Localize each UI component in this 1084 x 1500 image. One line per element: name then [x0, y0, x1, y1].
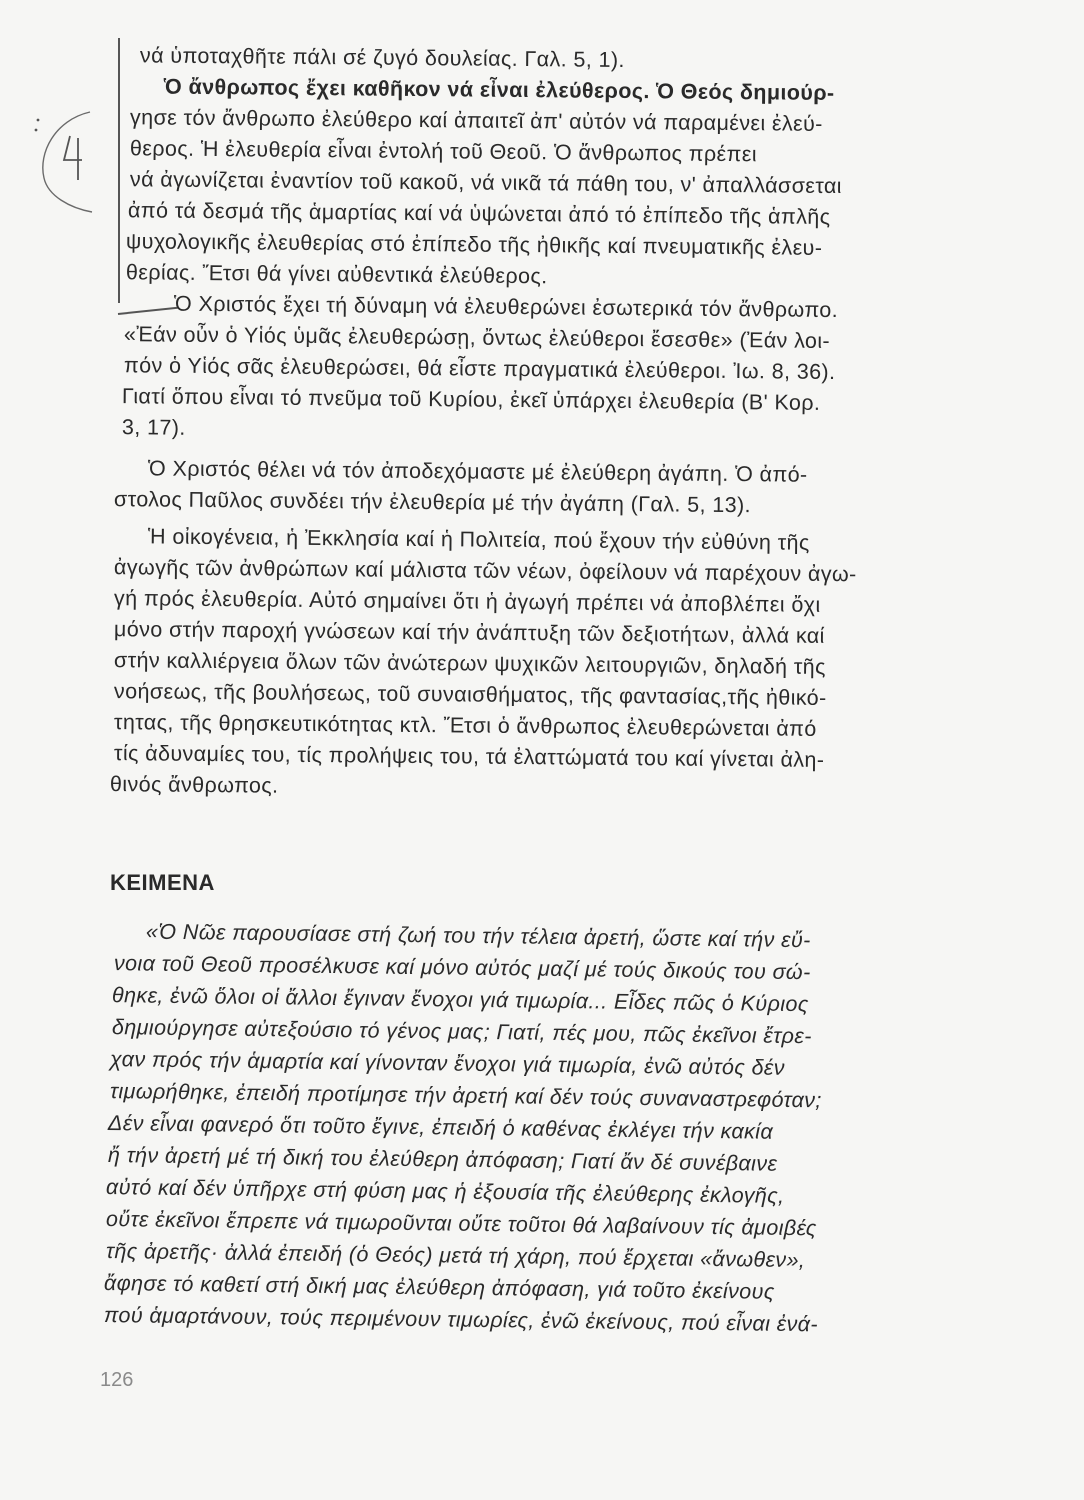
- quote-line: δημιούργησε αὐτεξούσιο τό γένος μας; Γιατί, πές μου, πῶς ἐκεῖνοι ἔτρε-: [111, 1015, 812, 1049]
- quote-line: ἤ τήν ἀρετή μέ τή δική του ἐλεύθερη ἀπόφαση; Γιατί ἄν δέ συνέβαινε: [107, 1143, 778, 1176]
- quote-line: θηκε, ἐνῶ ὅλοι οἱ ἄλλοι ἔγιναν ἔνοχοι γιά τιμωρία... Εἶδες πῶς ὁ Κύριος: [111, 983, 809, 1017]
- text-line: 3, 17).: [121, 415, 186, 440]
- text-line: τητας, τῆς θρησκευτικότητας κτλ. Ἔτσι ὁ ἄνθρωπος ἐλευθερώνεται ἀπό: [113, 710, 817, 741]
- quote-line: νοια τοῦ Θεοῦ προσέλκυσε καί μόνο αὐτός μαζί μέ τούς δικούς του σώ-: [113, 951, 811, 985]
- text-line: πόν ὁ Υἱός σᾶς ἐλευθερώσει, θά εἶστε πραγματικά ἐλεύθεροι. Ἰω. 8, 36).: [123, 353, 836, 385]
- text-line: Ὁ Χριστός ἔχει τή δύναμη νά ἐλευθερώνει ἐσωτερικά τόν ἄνθρωπο.: [173, 291, 839, 323]
- text-line: νοήσεως, τῆς βουλήσεως, τοῦ συναισθήματος, τῆς φαντασίας,τῆς ἠθικό-: [113, 679, 827, 710]
- quote-line: τῆς ἀρετῆς· ἀλλά ἐπειδή (ὁ Θεός) μετά τή χάρη, πού ἔρχεται «ἄνωθεν»,: [105, 1239, 806, 1273]
- text-line: στήν καλλιέργεια ὅλων τῶν ἀνώτερων ψυχικῶν λειτουργιῶν, δηλαδή τῆς: [113, 648, 826, 679]
- text-line: νά ὑποταχθῆτε πάλι σέ ζυγό δουλείας. Γαλ. 5, 1).: [139, 43, 625, 72]
- text-line: Γιατί ὅπου εἶναι τό πνεῦμα τοῦ Κυρίου, ἐκεῖ ὑπάρχει ἐλευθερία (Β' Κορ.: [121, 384, 821, 415]
- text-line: ψυχολογικῆς ἐλευθερίας στό ἐπίπεδο τῆς ἠθικῆς καί πνευματικῆς ἐλευ-: [125, 229, 823, 260]
- quote-line: οὔτε ἐκεῖνοι ἔπρεπε νά τιμωροῦνται οὔτε τοῦτοι θά λαβαίνουν τίς ἀμοιβές: [105, 1207, 817, 1241]
- quote-line: αὐτό καί δέν ὑπῆρχε στή φύση μας ἡ ἐξουσία τῆς ἐλεύθερης ἐκλογῆς,: [105, 1175, 785, 1208]
- quotation-text: [103, 915, 974, 1337]
- quote-line: Δέν εἶναι φανερό ὅτι τοῦτο ἔγινε, ἐπειδή ὁ καθένας ἐκλέγει τήν κακία: [107, 1111, 774, 1144]
- text-line: ἀγωγῆς τῶν ἀνθρώπων καί μάλιστα τῶν νέων, ὀφείλουν νά παρέχουν ἀγω-: [113, 555, 857, 587]
- section-heading: ΚΕΙΜΕΝΑ: [110, 870, 215, 895]
- quote-line: χαν πρός τήν ἁμαρτία καί γίνονταν ἔνοχοι γιά τιμωρία, ἐνῶ αὐτός δέν: [109, 1047, 786, 1080]
- body-text: [104, 40, 974, 800]
- text-line: θερίας. Ἔτσι θά γίνει αὐθεντικά ἐλεύθερος.: [125, 260, 548, 289]
- text-line: Ἡ οἰκογένεια, ἡ Ἐκκλησία καί ἡ Πολιτεία, πού ἔχουν τήν εὐθύνη τῆς: [147, 524, 810, 555]
- text-line: μόνο στήν παροχή γνώσεων καί τήν ἀνάπτυξη τῶν δεξιοτήτων, ἀλλά καί: [113, 617, 825, 648]
- quote-line: πού ἁμαρτάνουν, τούς περιμένουν τιμωρίες, ἐνῶ ἐκείνους, πού εἶναι ἐνά-: [103, 1303, 819, 1337]
- text-line: «Ἐάν οὖν ὁ Υἱός ὑμᾶς ἐλευθερώσῃ, ὄντως ἐλεύθεροι ἔσεσθε» (Ἐάν λοι-: [123, 322, 831, 353]
- text-line: νά ἀγωνίζεται ἐναντίον τοῦ κακοῦ, νά νικᾶ τά πάθη του, ν' ἀπαλλάσσεται: [129, 167, 843, 199]
- text-line: Ὁ Χριστός θέλει νά τόν ἀποδεχόμαστε μέ ἐλεύθερη ἀγάπη. Ὁ ἀπό-: [147, 456, 808, 487]
- quote-line: ἄφησε τό καθετί στή δική μας ἐλεύθερη ἀπόφαση, γιά τοῦτο ἐκείνους: [103, 1271, 775, 1304]
- text-line: γησε τόν ἄνθρωπο ἐλεύθερο καί ἀπαιτεῖ ἀπ' αὐτόν νά παραμένει ἐλεύ-: [129, 105, 823, 136]
- text-line: γή πρός ἐλευθερία. Αὐτό σημαίνει ὅτι ἡ ἀγωγή πρέπει νά ἀποβλέπει ὄχι: [113, 586, 821, 617]
- quote-line: «Ὁ Νῶε παρουσίασε στή ζωή του τήν τέλεια ἀρετή, ὥστε καί τήν εὔ-: [145, 919, 811, 953]
- text-line: τίς ἀδυναμίες του, τίς προλήψεις του, τά ἐλαττώματά του καί γίνεται ἀλη-: [113, 741, 825, 772]
- quote-line: τιμωρήθηκε, ἐπειδή προτίμησε τήν ἀρετή καί δέν τούς συναναστρεφόταν;: [109, 1079, 822, 1113]
- text-line: στολος Παῦλος συνδέει τήν ἐλευθερία μέ τήν ἀγάπη (Γαλ. 5, 13).: [113, 487, 752, 518]
- page-number: 126: [100, 1369, 134, 1391]
- text-line: θερος. Ἡ ἐλευθερία εἶναι ἐντολή τοῦ Θεοῦ. Ὁ ἄνθρωπος πρέπει: [129, 136, 758, 167]
- text-line-bold: Ὁ ἄνθρωπος ἔχει καθῆκον νά εἶναι ἐλεύθερος. Ὁ Θεός δημιούρ-: [163, 74, 835, 106]
- text-line: θινός ἄνθρωπος.: [109, 772, 279, 798]
- text-line: ἀπό τά δεσμά τῆς ἁμαρτίας καί νά ὑψώνεται ἀπό τό ἐπίπεδο τῆς ἁπλῆς: [127, 198, 831, 229]
